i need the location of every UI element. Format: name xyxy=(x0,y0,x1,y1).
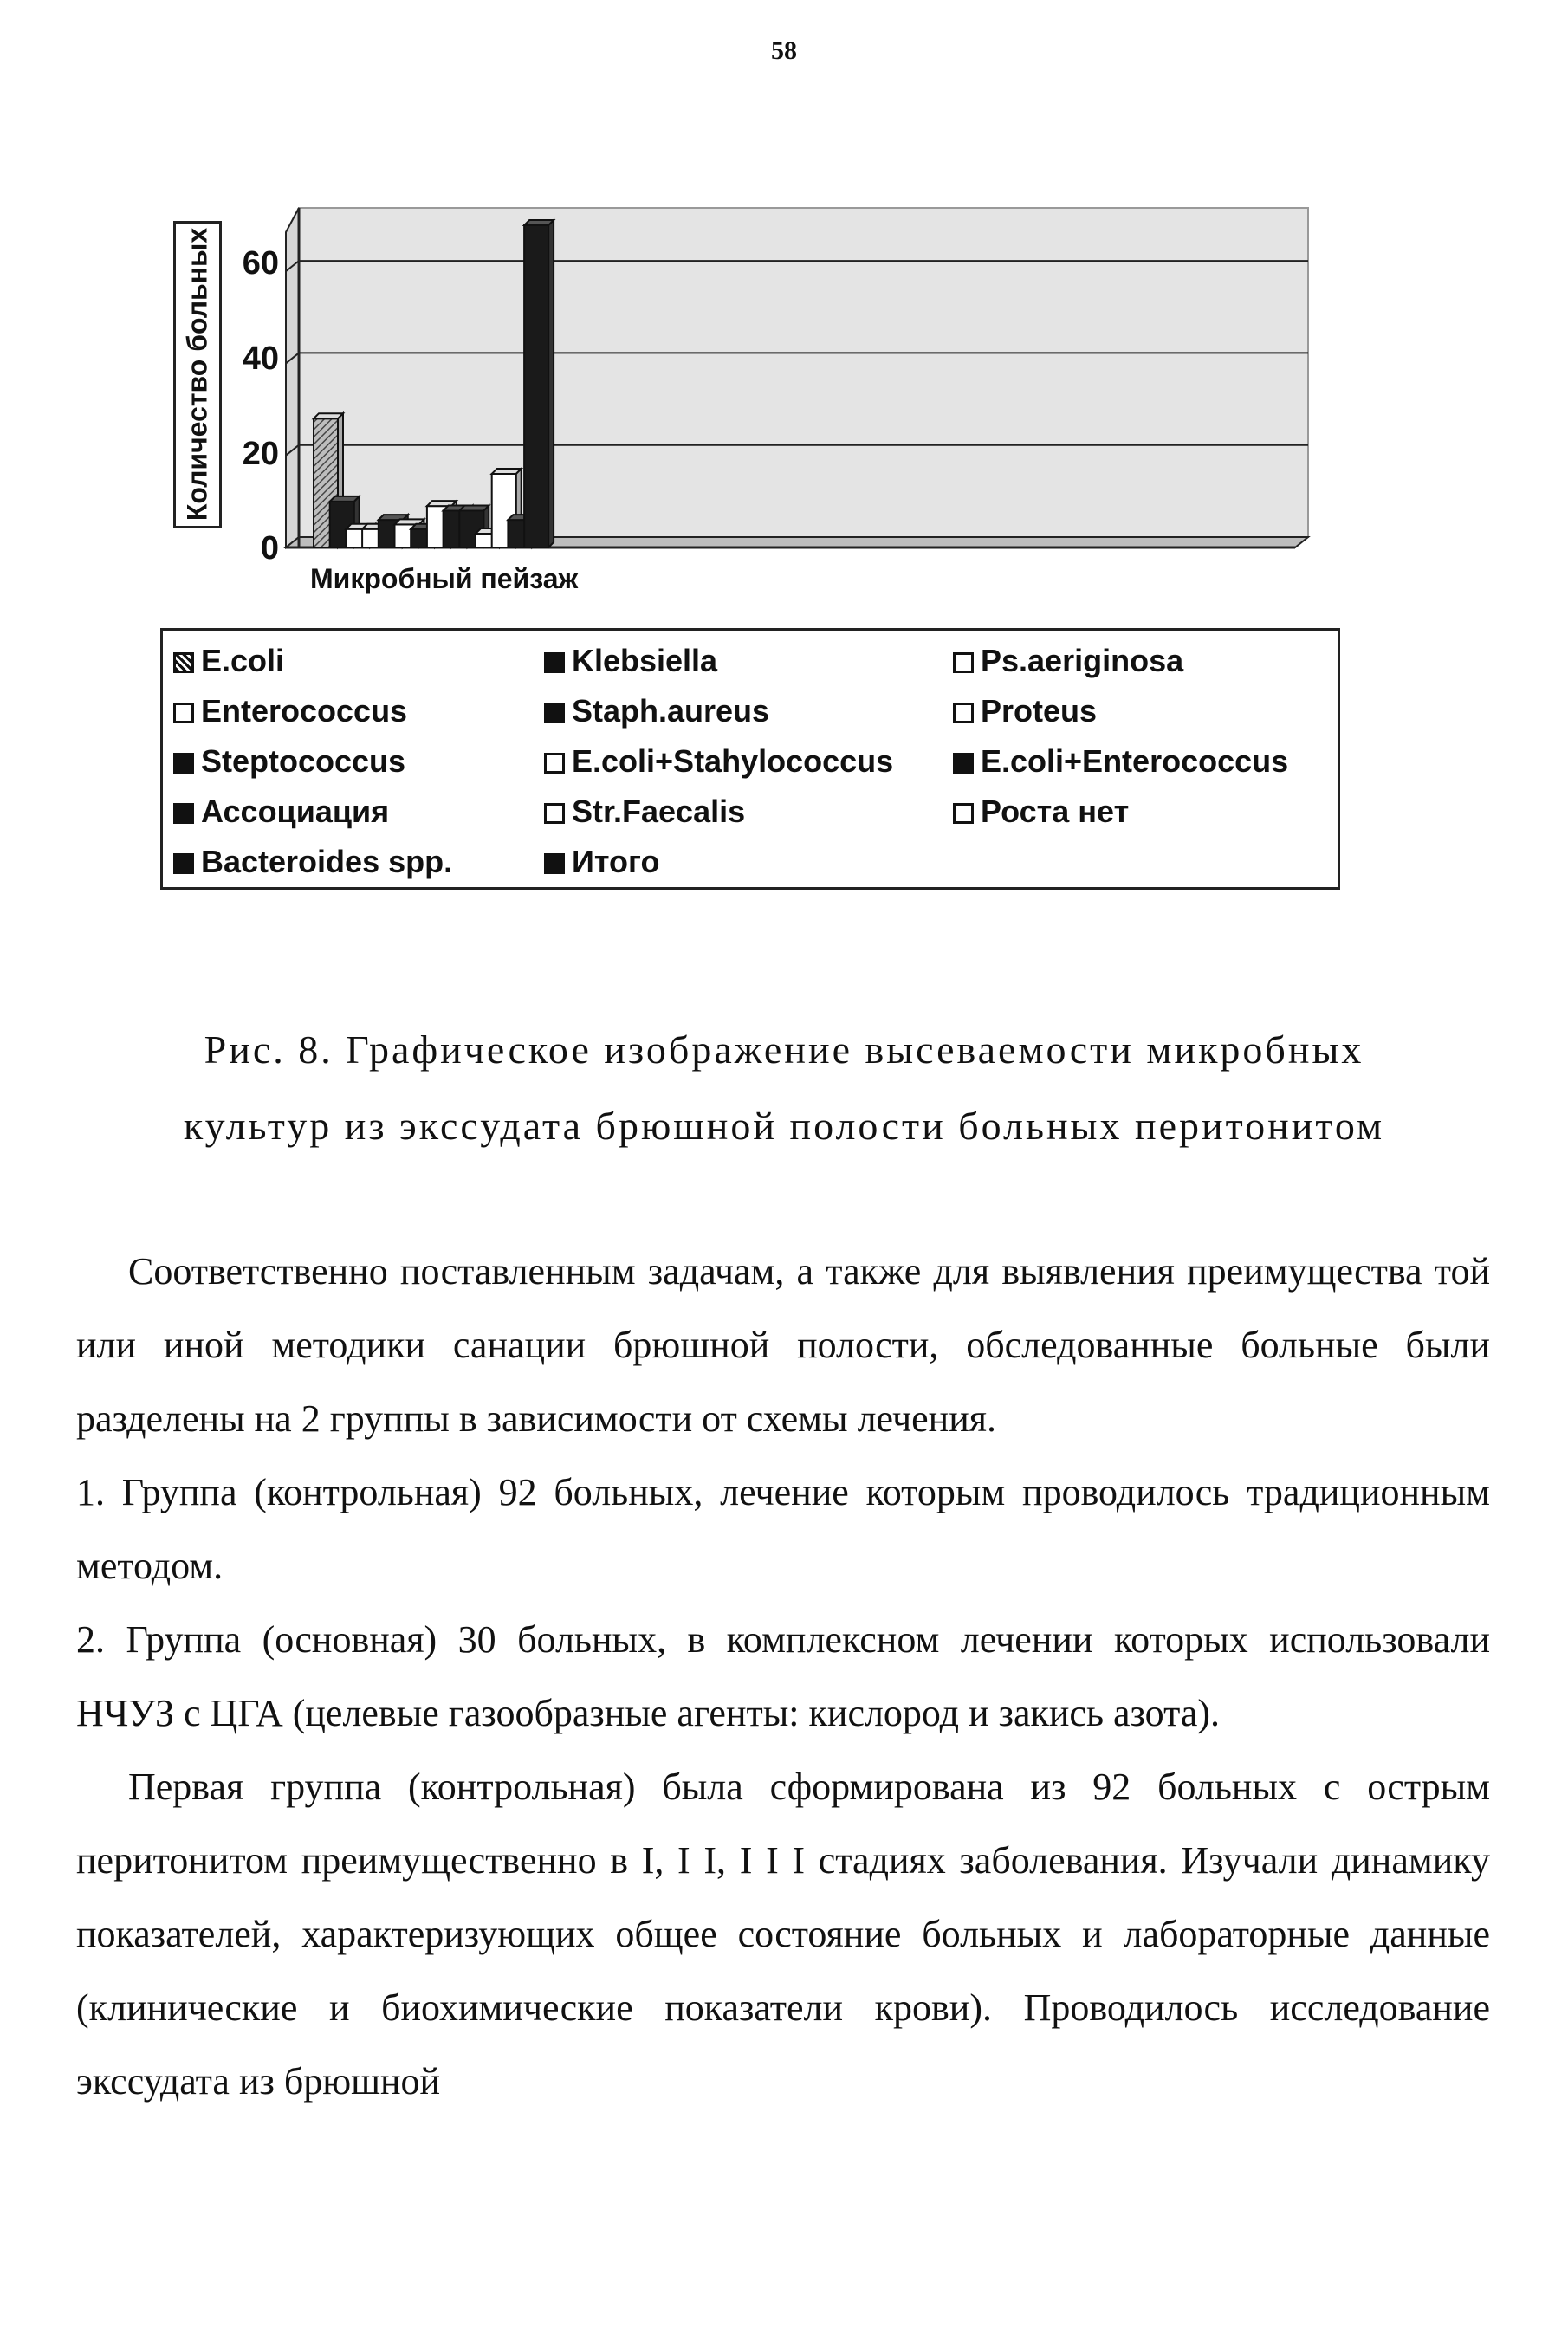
plot-left-wall xyxy=(286,208,299,547)
y-tick-40: 40 xyxy=(242,340,279,377)
plot-back-wall xyxy=(299,208,1308,537)
legend-swatch xyxy=(173,703,194,723)
y-tick-20: 20 xyxy=(242,436,279,472)
paragraph: 2. Группа (основная) 30 больных, в комплексном лечении которых использовали НЧУЗ с ЦГА (целевые газообразные агенты: кислород и закись азота). xyxy=(76,1618,1490,1734)
legend-swatch xyxy=(173,652,194,673)
legend-swatch xyxy=(544,703,565,723)
bar-итого xyxy=(524,220,554,547)
paragraph: Соответственно поставленным задачам, а также для выявления преимущества той или иной методики санации брюшной полости, обследованные больные были разделены на 2 группы в зависимости от схемы лечения. xyxy=(76,1250,1490,1440)
legend-swatch xyxy=(953,753,974,774)
legend-item xyxy=(544,743,893,780)
y-tick-0: 0 xyxy=(260,530,279,567)
legend-label: Staph.aureus xyxy=(572,693,770,729)
legend-item xyxy=(173,794,389,830)
legend-item xyxy=(953,743,1288,780)
legend-swatch xyxy=(953,652,974,673)
legend-item xyxy=(544,693,769,729)
legend-swatch xyxy=(173,753,194,774)
legend-label: Ps.aeriginosa xyxy=(981,643,1184,678)
legend-item xyxy=(173,743,405,780)
legend-swatch xyxy=(953,703,974,723)
legend-label: Proteus xyxy=(981,693,1098,729)
legend-item xyxy=(953,693,1097,729)
legend-swatch xyxy=(544,853,565,874)
caption-line-2: культур из экссудата брюшной полости больных перитонитом xyxy=(183,1104,1385,1148)
legend-item xyxy=(173,643,284,679)
legend-item xyxy=(953,643,1183,679)
legend-label: Enterococcus xyxy=(201,693,408,729)
y-axis-label: Количество больных xyxy=(181,227,213,522)
x-axis-label: Микробный пейзаж xyxy=(310,563,579,594)
legend-label: Steptococcus xyxy=(201,743,406,779)
legend-label: Str.Faecalis xyxy=(572,794,746,829)
legend-item xyxy=(544,794,745,830)
legend-label: E.coli+Stahylococcus xyxy=(572,743,894,779)
legend-swatch xyxy=(173,803,194,824)
page-number: 58 xyxy=(771,36,797,65)
legend-swatch xyxy=(173,853,194,874)
legend-label: Ассоциация xyxy=(201,794,390,829)
body-text xyxy=(76,1234,1490,2118)
legend-label: E.coli xyxy=(201,643,285,678)
paragraph: Первая группа (контрольная) была сформирована из 92 больных с острым перитонитом преимущественно в I, I I, I I I стадиях заболевания. Изучали динамику показателей, характеризующих общее состояние больных и лабораторные данные (клинические и биохимические показатели крови). Проводилось исследование экссудата из брюшной xyxy=(76,1766,1490,2103)
legend-label: Klebsiella xyxy=(572,643,718,678)
legend-item xyxy=(173,844,452,880)
caption-line-1: Рис. 8. Графическое изображение высеваемости микробных xyxy=(204,1027,1364,1072)
chart-legend xyxy=(160,628,1340,890)
legend-label: E.coli+Enterococcus xyxy=(981,743,1289,779)
figure-caption xyxy=(52,1012,1516,1164)
legend-item xyxy=(544,643,717,679)
y-tick-60: 60 xyxy=(242,245,279,282)
legend-swatch xyxy=(953,803,974,824)
legend-label: Bacteroides spp. xyxy=(201,844,453,879)
legend-swatch xyxy=(544,803,565,824)
legend-swatch xyxy=(544,652,565,673)
legend-swatch xyxy=(544,753,565,774)
legend-item xyxy=(953,794,1129,830)
legend-label: Роста нет xyxy=(981,794,1130,829)
legend-item xyxy=(173,693,407,729)
legend-item xyxy=(544,844,660,880)
legend-label: Итого xyxy=(572,844,660,879)
paragraph: 1. Группа (контрольная) 92 больных, лечение которым проводилось традиционным методом. xyxy=(76,1471,1490,1587)
